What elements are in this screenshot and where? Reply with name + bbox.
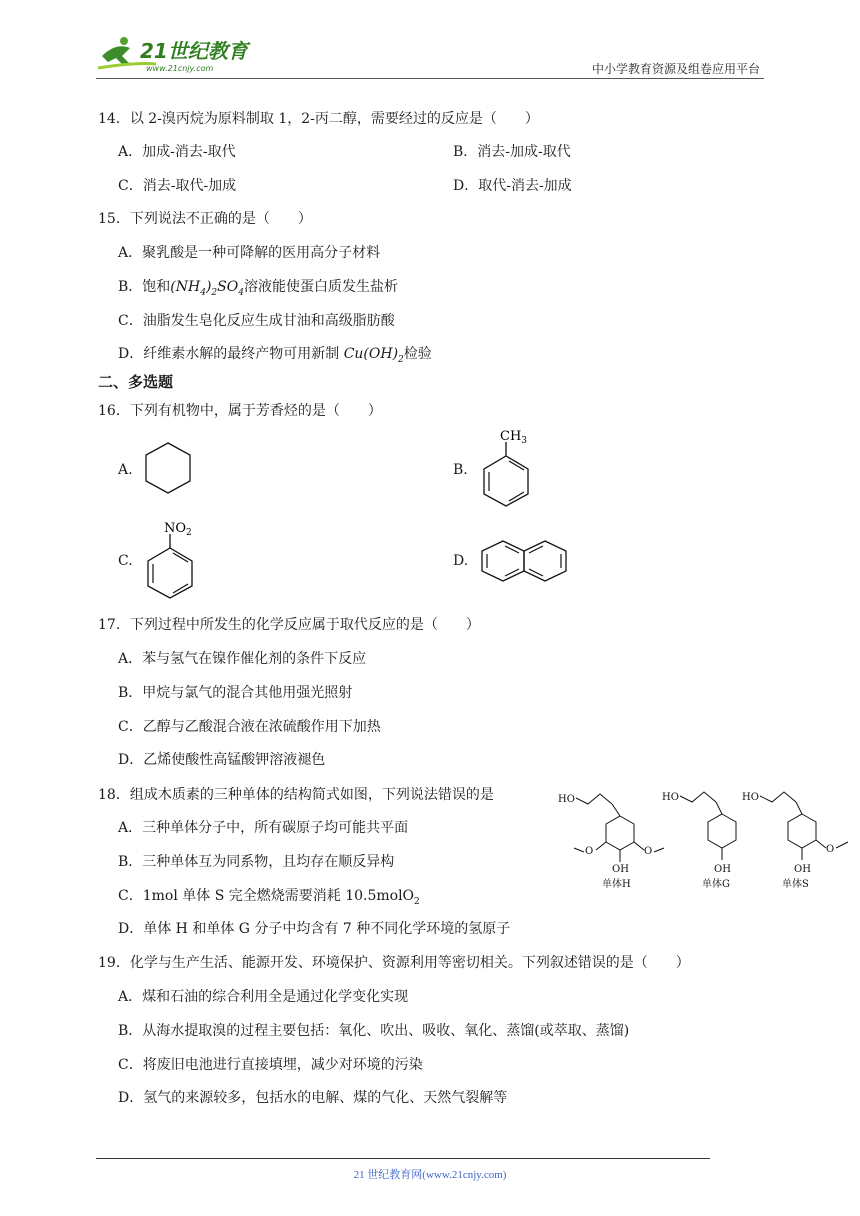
option-b-prefix: B．饱和 [118,279,171,295]
question-16-stem: 16．下列有机物中，属于芳香烃的是（ ） [98,403,382,419]
question-15-option-a: A．聚乳酸是一种可降解的医用高分子材料 [118,245,381,261]
question-18-option-d: D．单体 H 和单体 G 分子中均含有 7 种不同化学环境的氢原子 [118,921,511,937]
svg-text:OH: OH [612,864,629,875]
logo-main-text: 21世纪教育 [140,39,248,63]
option-d-prefix: D．纤维素水解的最终产物可用新制 [118,346,344,362]
nitrobenzene-structure [140,518,210,600]
svg-text:HO: HO [558,794,575,805]
question-17-option-b: B．甲烷与氯气的混合其他用强光照射 [118,685,353,701]
runner-logo-icon [96,34,266,76]
question-17-option-a: A．苯与氢气在镍作催化剂的条件下反应 [118,651,367,667]
monomer-h-label: 单体H [602,879,631,890]
svg-text:OH: OH [794,864,811,875]
logo-sub-text: www.21cnjy.com [146,64,214,73]
question-19-option-b: B．从海水提取溴的过程主要包括：氧化、吹出、吸收、氧化、蒸馏(或萃取、蒸馏) [118,1023,630,1039]
footer-link[interactable]: 21 世纪教育网(www.21cnjy.com) [353,1169,507,1181]
question-14-stem: 14．以 2-溴丙烷为原料制取 1，2-丙二醇，需要经过的反应是（ ） [98,111,539,127]
svg-text:O: O [826,844,835,855]
footer-divider [96,1158,710,1159]
svg-text:O: O [585,846,594,857]
nitro-label: $NO_2$ [164,521,192,538]
question-16-option-b: B. [453,462,468,478]
header-divider [96,78,764,79]
question-19-option-a: A．煤和石油的综合利用全是通过化学变化实现 [118,989,409,1005]
methyl-label: $CH_3$ [500,429,528,446]
question-18-option-a: A．三种单体分子中，所有碳原子均可能共平面 [118,820,409,836]
toluene-structure [476,426,546,508]
svg-text:HO: HO [742,792,759,803]
lignin-monomers-figure [556,786,852,900]
question-18-option-b: B．三种单体互为同系物，且均存在顺反异构 [118,854,395,870]
question-14-option-d: D．取代-消去-加成 [453,178,572,194]
question-14-option-c: C．消去-取代-加成 [118,178,237,194]
monomer-s-label: 单体S [782,879,809,890]
question-19-option-c: C．将废旧电池进行直接填埋，减少对环境的污染 [118,1057,423,1073]
svg-text:OH: OH [714,864,731,875]
question-19-stem: 19．化学与生产生活、能源开发、环境保护、资源利用等密切相关。下列叙述错误的是（ ） [98,955,690,971]
question-14-option-b: B．消去-加成-取代 [453,144,571,160]
question-17-stem: 17．下列过程中所发生的化学反应属于取代反应的是（ ） [98,617,480,633]
svg-text:HO: HO [662,792,679,803]
question-16-option-d: D. [453,553,469,569]
question-16-option-c: C. [118,553,133,569]
question-16-option-a: A. [118,462,133,478]
question-17-option-c: C．乙醇与乙酸混合液在浓硫酸作用下加热 [118,719,381,735]
question-19-option-d: D．氢气的来源较多，包括水的电解、煤的气化、天然气裂解等 [118,1090,508,1106]
svg-text:O: O [644,846,653,857]
option-b-suffix: 溶液能使蛋白质发生盐析 [243,279,398,295]
question-18-option-c: C．1mol 单体 S 完全燃烧需要消耗 10.5molO$_2$ [118,888,420,907]
cyclohexane-structure [142,440,194,496]
question-15-option-b [118,276,398,298]
header-platform-text: 中小学教育资源及组卷应用平台 [591,62,760,76]
copper-hydroxide-formula: $Cu(OH)_2$ [343,346,404,365]
question-17-option-d: D．乙烯使酸性高锰酸钾溶液褪色 [118,752,326,768]
question-15-option-c: C．油脂发生皂化反应生成甘油和高级脂肪酸 [118,313,395,329]
question-14-option-a: A．加成-消去-取代 [118,144,236,160]
question-18-stem: 18．组成木质素的三种单体的结构简式如图，下列说法错误的是 [98,787,494,803]
option-d-suffix: 检验 [403,346,432,362]
question-15-stem: 15．下列说法不正确的是（ ） [98,211,312,227]
section-title: 二、多选题 [98,373,174,391]
naphthalene-structure [478,538,574,584]
site-logo [96,34,266,76]
question-15-option-d [118,343,432,365]
monomer-g-label: 单体G [702,879,730,890]
ammonium-sulfate-formula: $(NH_4)_2SO_4$ [170,279,244,298]
